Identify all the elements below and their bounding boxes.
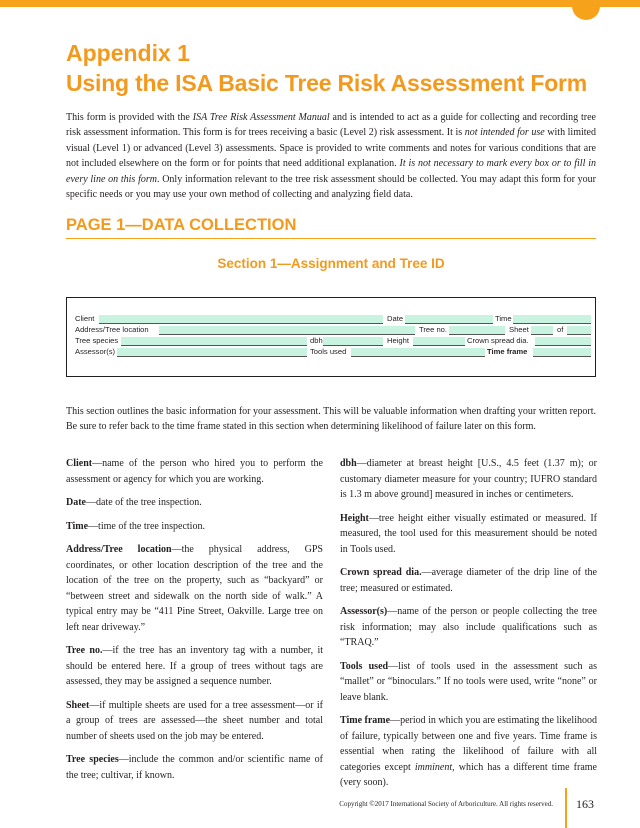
- definition-dbh: dbh—diameter at breast height [U.S., 4.5 feet (1.37 m); or customary diameter measure for your country; IUFRO standard is 1.3 m above ground] measured in inches or centimeters.: [340, 458, 597, 500]
- definition-tree-species: Tree species—include the common and/or scientific name of the tree; cultivar, if known.: [66, 754, 323, 781]
- definition-time-frame: Time frame—period in which you are estimating the likelihood of failure, typically between one and five years. Time frame is essential when rating the likelihood of failure with all categories except imminent, which has a different time frame (very soon).: [340, 715, 597, 788]
- height-label: Height: [387, 336, 409, 345]
- definition-time: Time—time of the tree inspection.: [66, 520, 205, 532]
- section-description: This section outlines the basic information for your assessment. This will be valuable information when drafting your written report. Be sure to refer back to the time frame stated in this section when determining likelihood of failure later on this form.: [66, 406, 596, 433]
- sheet-field[interactable]: [531, 326, 553, 335]
- assignment-form: [66, 297, 596, 377]
- intro-paragraph: This form is provided with the ISA Tree Risk Assessment Manual and is intended to act as a guide for collecting and recording tree risk assessment information. This form is for trees receiving a basic (Level 2) risk assessment. It is not intended for use with limited visual (Level 1) or advanced (Level 3) assessments. Space is provided to write comments and notes for various conditions that are not included elsewhere on the form or for points that need additional explanation. It is not necessary to mark every box or to fill in every line on this form. Only information relevant to the tree risk assessment should be collected. You may adapt this form for your specific needs or you may use your own method of collecting and analyzing field data.: [66, 112, 596, 201]
- assessors-field[interactable]: [117, 348, 307, 357]
- client-label: Client: [75, 314, 95, 323]
- sheet-label: Sheet: [509, 325, 529, 334]
- address-field[interactable]: [159, 326, 415, 335]
- client-field[interactable]: [99, 315, 383, 324]
- definition-assessors: Assessor(s)—name of the person or people collecting the tree risk information; may also include qualifications such as “TRAQ.”: [340, 606, 597, 648]
- heading-divider: [66, 238, 596, 239]
- definition-sheet: Sheet—if multiple sheets are used for a tree assessment—or if a group of trees are assessed—the sheet number and total number of sheets used on the job may be entered.: [66, 699, 323, 742]
- time-field[interactable]: [513, 315, 591, 324]
- date-field[interactable]: [405, 315, 493, 324]
- crown-spread-label: Crown spread dia.: [467, 336, 529, 345]
- definition-height: Height—tree height either visually estimated or measured. If measured, the tool used for this measurement should be noted in Tools used.: [340, 512, 597, 555]
- appendix-title: Appendix 1: [66, 40, 190, 66]
- time-frame-field[interactable]: [533, 348, 591, 357]
- time-label: Time: [495, 314, 512, 323]
- crown-spread-field[interactable]: [535, 337, 591, 346]
- top-accent-bar: [0, 0, 640, 7]
- tree-no-label: Tree no.: [419, 325, 447, 334]
- definitions-right-column: [340, 456, 597, 799]
- section-heading: Section 1—Assignment and Tree ID: [217, 256, 445, 271]
- definition-tools-used: Tools used—list of tools used in the assessment such as “mallet” or “binoculars.” If no tools were used, write “none” or leave blank.: [340, 660, 597, 703]
- tree-species-field[interactable]: [121, 337, 307, 346]
- height-field[interactable]: [413, 337, 465, 346]
- sheet-total-field[interactable]: [567, 326, 591, 335]
- assessors-label: Assessor(s): [75, 347, 116, 356]
- tree-no-field[interactable]: [449, 326, 505, 335]
- footer-divider: [565, 788, 567, 828]
- definitions-left-column: [66, 456, 323, 791]
- definition-address: Address/Tree location—the physical address, GPS coordinates, or other location description of the tree and the location of the tree on the property, such as “backyard” or “between street and sidewalk on the north side of walk.” A typical entry may be “411 Pine Street, Oakville. Large tree on left near driveway.”: [66, 544, 323, 633]
- address-label: Address/Tree location: [75, 325, 149, 334]
- dbh-label: dbh: [310, 336, 323, 345]
- time-frame-label: Time frame: [487, 347, 528, 356]
- tree-species-label: Tree species: [75, 336, 119, 345]
- page1-heading: PAGE 1—DATA COLLECTION: [66, 216, 297, 234]
- tools-used-field[interactable]: [351, 348, 485, 357]
- definition-date: Date—date of the tree inspection.: [66, 497, 202, 508]
- definition-tree-no: Tree no.—if the tree has an inventory tag with a number, it should be entered here. If a group of trees without tags are assessed, they may be assigned a sequence number.: [66, 645, 324, 687]
- corner-tab-decoration: [572, 0, 600, 20]
- definition-client: Client—name of the person who hired you to perform the assessment or agency for which you are working.: [66, 458, 323, 485]
- dbh-field[interactable]: [323, 337, 383, 346]
- page-number: 163: [576, 797, 594, 811]
- tools-used-label: Tools used: [310, 347, 347, 356]
- definition-crown-spread: Crown spread dia.—average diameter of the drip line of the tree; measured or estimated.: [340, 567, 597, 594]
- copyright-notice: Copyright ©2017 International Society of Arboriculture. All rights reserved.: [339, 800, 553, 808]
- of-label: of: [557, 325, 564, 334]
- appendix-subtitle: Using the ISA Basic Tree Risk Assessment Form: [66, 70, 588, 96]
- date-label: Date: [387, 314, 404, 323]
